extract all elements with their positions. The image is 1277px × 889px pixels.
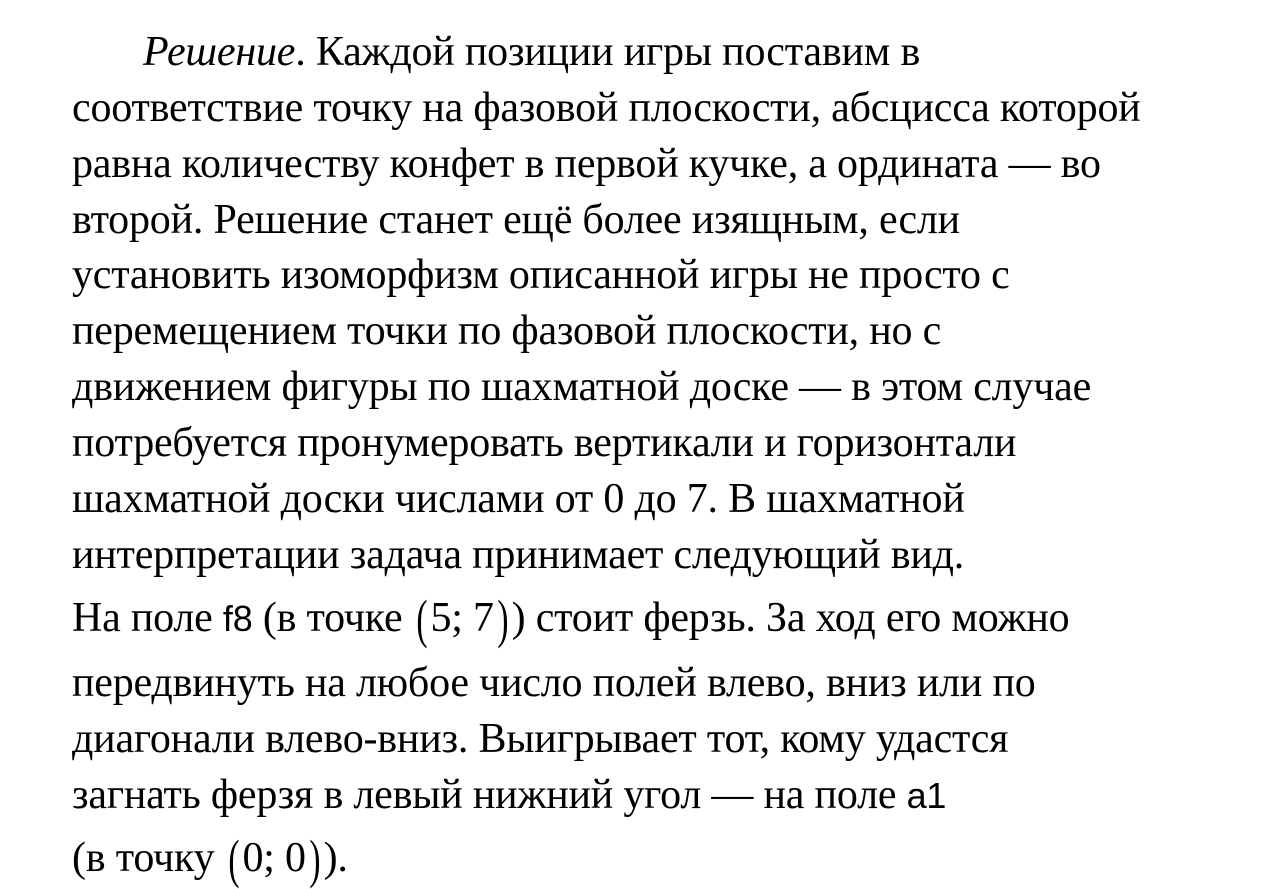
start-square: f8 xyxy=(222,598,253,639)
paragraph-line: соответствие точку на фазовой плоскости, абсцисса которой xyxy=(72,85,1141,131)
start-point-formula xyxy=(413,589,512,649)
task-line: диагонали влево-вниз. Выигрывает тот, кому удастся xyxy=(72,716,1009,762)
task-final-line xyxy=(72,829,348,889)
final-prefix: (в точку xyxy=(72,835,225,881)
solution-label: Решение xyxy=(143,29,296,75)
right-paren: ) xyxy=(309,829,321,889)
paragraph-line: равна количеству конфет в первой кучке, а ордината — во xyxy=(72,141,1101,187)
paragraph-line: интерпретации задача принимает следующий вид. xyxy=(72,532,965,578)
start-point-coords: 5; 7 xyxy=(430,595,494,641)
final-suffix: ). xyxy=(323,835,348,881)
left-paren: ( xyxy=(228,829,240,889)
task-first-line xyxy=(72,589,1070,649)
paragraph-line: перемещением точки по фазовой плоскости, но с xyxy=(72,308,942,354)
end-square: a1 xyxy=(906,775,947,816)
left-paren: ( xyxy=(416,589,428,649)
paragraph-line: движением фигуры по шахматной доске — в этом случае xyxy=(72,364,1092,410)
task-last-prefix: загнать ферзя в левый нижний угол — на поле xyxy=(72,772,907,818)
task-last-line xyxy=(72,774,946,816)
end-point-coords: 0; 0 xyxy=(242,835,306,881)
paragraph-line: потребуется пронумеровать вертикали и горизонтали xyxy=(72,420,1017,466)
paragraph-line: второй. Решение станет ещё более изящным, если xyxy=(72,197,960,243)
paragraph-line: шахматной доски числами от 0 до 7. В шахматной xyxy=(72,476,965,522)
end-point-formula xyxy=(225,829,324,889)
paragraph-line: установить изоморфизм описанной игры не просто с xyxy=(72,252,1010,298)
task-suffix: ) стоит ферзь. За ход его можно xyxy=(511,595,1070,641)
right-paren: ) xyxy=(497,589,509,649)
paragraph-first-line xyxy=(143,31,920,73)
task-line: передвинуть на любое число полей влево, вниз или по xyxy=(72,660,1036,706)
task-prefix: На поле xyxy=(72,595,223,641)
task-mid: (в точке xyxy=(252,595,413,641)
paragraph-first-line-text: . Каждой позиции игры поставим в xyxy=(295,29,921,75)
